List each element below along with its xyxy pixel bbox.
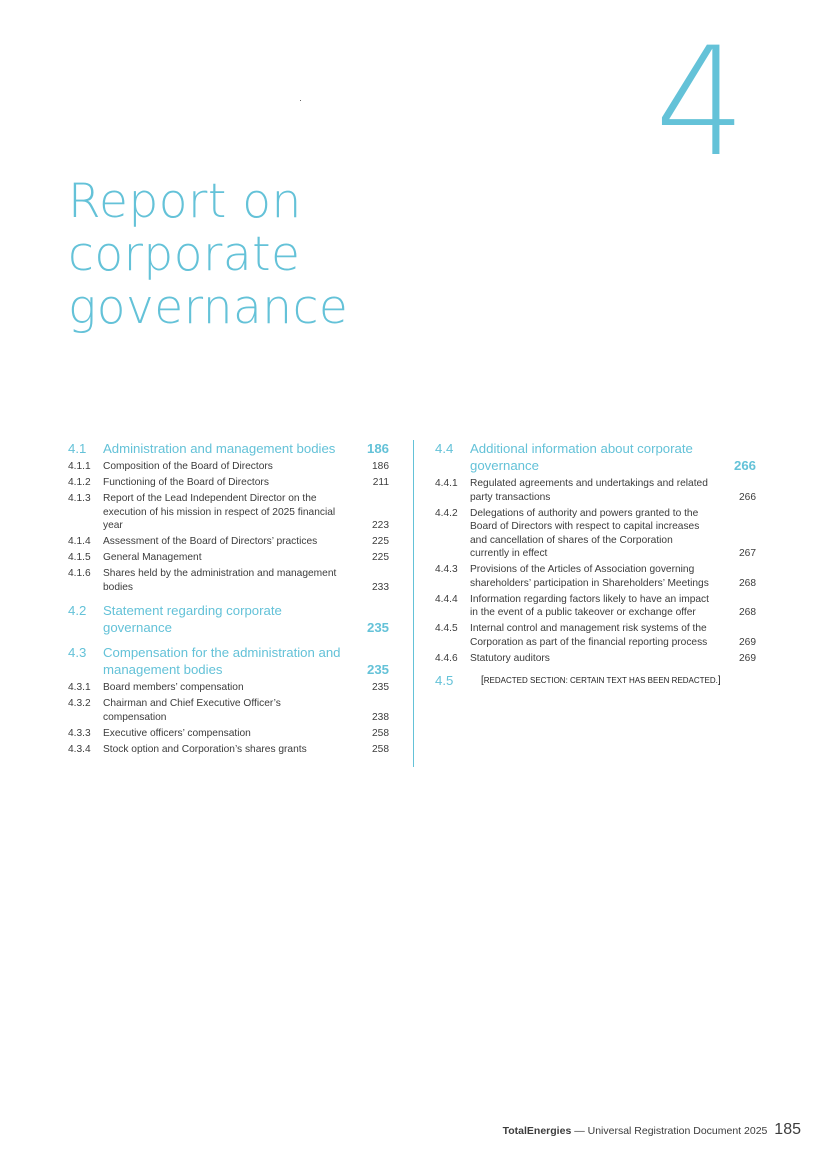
entry-number: 4.4.2: [435, 507, 458, 519]
entry-text: Shares held by the administration and management bodies: [103, 568, 337, 593]
section-title: Statement regarding corporate governance: [103, 603, 282, 635]
toc-entry[interactable]: [68, 697, 389, 724]
page-number: 185: [774, 1121, 801, 1138]
entry-page: 211: [372, 477, 389, 488]
title-line: corporate: [68, 227, 301, 282]
section-number: 4.2: [68, 603, 87, 618]
entry-number: 4.4.5: [435, 623, 458, 634]
entry-text: Delegations of authority and powers granted to the Board of Directors with respect to capital increases and cancellation of shares of the Corporation currently in effect: [470, 507, 700, 559]
entry-text: Functioning of the Board of Directors: [103, 477, 269, 488]
page-title: [68, 175, 348, 334]
toc-section-heading[interactable]: [68, 440, 389, 457]
entry-page: 225: [372, 536, 389, 547]
toc-section: [435, 440, 756, 665]
section-page: 235: [366, 662, 389, 677]
section-number: 4.5: [435, 673, 454, 688]
entry-text: Information regarding factors likely to have an impact in the event of a public takeover or exchange offer: [470, 593, 709, 618]
section-page: 266: [733, 458, 756, 473]
entry-page: 223: [372, 520, 389, 531]
entry-page: 225: [372, 552, 389, 563]
redacted-text: REDACTED SECTION: CERTAIN TEXT HAS BEEN REDACTED.: [483, 676, 718, 685]
entry-number: 4.1.1: [68, 461, 91, 472]
toc-section: [68, 602, 389, 636]
entry-page: 233: [372, 581, 389, 593]
section-number: 4.4: [435, 441, 454, 456]
toc-section: [68, 440, 389, 594]
entry-page: 269: [739, 636, 756, 648]
redacted-notice: [REDACTED SECTION: CERTAIN TEXT HAS BEEN REDACTED.]: [481, 675, 721, 686]
entry-text: Internal control and management risk systems of the Corporation as part of the financial reporting process: [470, 623, 708, 648]
toc-entry[interactable]: [68, 492, 389, 533]
entry-page: 258: [372, 743, 389, 755]
section-title: Administration and management bodies: [103, 441, 336, 456]
toc-section-heading[interactable]: [68, 644, 389, 678]
section-page: 186: [366, 441, 389, 456]
entry-page: 258: [372, 727, 389, 739]
entry-page: 268: [739, 577, 756, 589]
toc-section-heading[interactable]: [68, 602, 389, 636]
entry-text: Stock option and Corporation’s shares grants: [103, 743, 307, 755]
toc-entry[interactable]: [68, 535, 389, 549]
entry-page: 267: [739, 548, 756, 559]
toc-entry[interactable]: [68, 476, 389, 490]
entry-number: 4.4.3: [435, 564, 458, 575]
entry-number: 4.4.6: [435, 652, 458, 664]
title-line: governance: [68, 280, 349, 335]
entry-text: Statutory auditors: [470, 652, 550, 664]
page-footer: [503, 1121, 801, 1139]
entry-number: 4.3.4: [68, 743, 91, 755]
entry-text: Executive officers’ compensation: [103, 727, 251, 739]
toc-entry[interactable]: [68, 551, 389, 565]
toc-entry[interactable]: [435, 477, 756, 504]
toc-right-column: [435, 440, 756, 696]
toc-entry[interactable]: [68, 727, 389, 741]
toc-section-4-5: [435, 672, 756, 689]
entry-number: 4.4.4: [435, 593, 458, 605]
footer-brand: TotalEnergies: [502, 1125, 572, 1137]
section-number: 4.1: [68, 441, 87, 456]
toc-entry[interactable]: [435, 622, 756, 649]
entry-page: 266: [739, 491, 756, 503]
entry-page: 186: [372, 461, 389, 472]
entry-page: 238: [372, 711, 389, 723]
entry-text: Assessment of the Board of Directors’ practices: [103, 536, 318, 547]
toc-entry[interactable]: [68, 681, 389, 695]
title-line: Report on: [68, 174, 302, 229]
entry-number: 4.3.3: [68, 727, 91, 739]
entry-number: 4.1.3: [68, 493, 91, 504]
entry-page: 235: [372, 682, 389, 693]
toc-entry[interactable]: [435, 563, 756, 590]
entry-number: 4.3.2: [68, 698, 91, 709]
chapter-number: 4: [655, 16, 746, 190]
entry-text: General Management: [103, 552, 202, 563]
entry-number: 4.1.6: [68, 568, 91, 579]
entry-page: 268: [739, 607, 756, 618]
toc-entry[interactable]: [435, 593, 756, 620]
toc-entry[interactable]: [435, 652, 756, 666]
toc-left-column: [68, 440, 389, 763]
entry-number: 4.1.2: [68, 477, 91, 488]
toc-entry[interactable]: [68, 460, 389, 474]
entry-text: Regulated agreements and undertakings and related party transactions: [470, 478, 708, 503]
entry-number: 4.3.1: [68, 682, 91, 693]
entry-text: Provisions of the Articles of Association governing shareholders’ participation in Shareholders’ Meetings: [470, 564, 709, 589]
entry-text: Chairman and Chief Executive Officer’s compensation: [103, 698, 281, 723]
toc-entry[interactable]: [435, 507, 756, 561]
toc-section: [68, 644, 389, 756]
section-number: 4.3: [68, 645, 87, 660]
stray-dot: [300, 100, 301, 101]
section-title: Additional information about corporate governance: [470, 441, 693, 473]
entry-text: Composition of the Board of Directors: [103, 461, 273, 472]
entry-number: 4.4.1: [435, 478, 458, 489]
toc-entry[interactable]: [68, 743, 389, 757]
entry-text: Report of the Lead Independent Director on the execution of his mission in respect of 2025 financial year: [103, 493, 336, 531]
entry-text: Board members’ compensation: [103, 682, 244, 693]
entry-page: 269: [739, 652, 756, 664]
entry-number: 4.1.4: [68, 536, 91, 547]
footer-doc-title: — Universal Registration Document 2025: [571, 1125, 768, 1137]
column-divider: [413, 440, 414, 767]
section-page: 235: [366, 620, 389, 635]
toc-entry[interactable]: [68, 567, 389, 594]
section-title: Compensation for the administration and management bodies: [103, 645, 341, 677]
entry-number: 4.1.5: [68, 552, 91, 563]
toc-section-heading[interactable]: [435, 440, 756, 474]
